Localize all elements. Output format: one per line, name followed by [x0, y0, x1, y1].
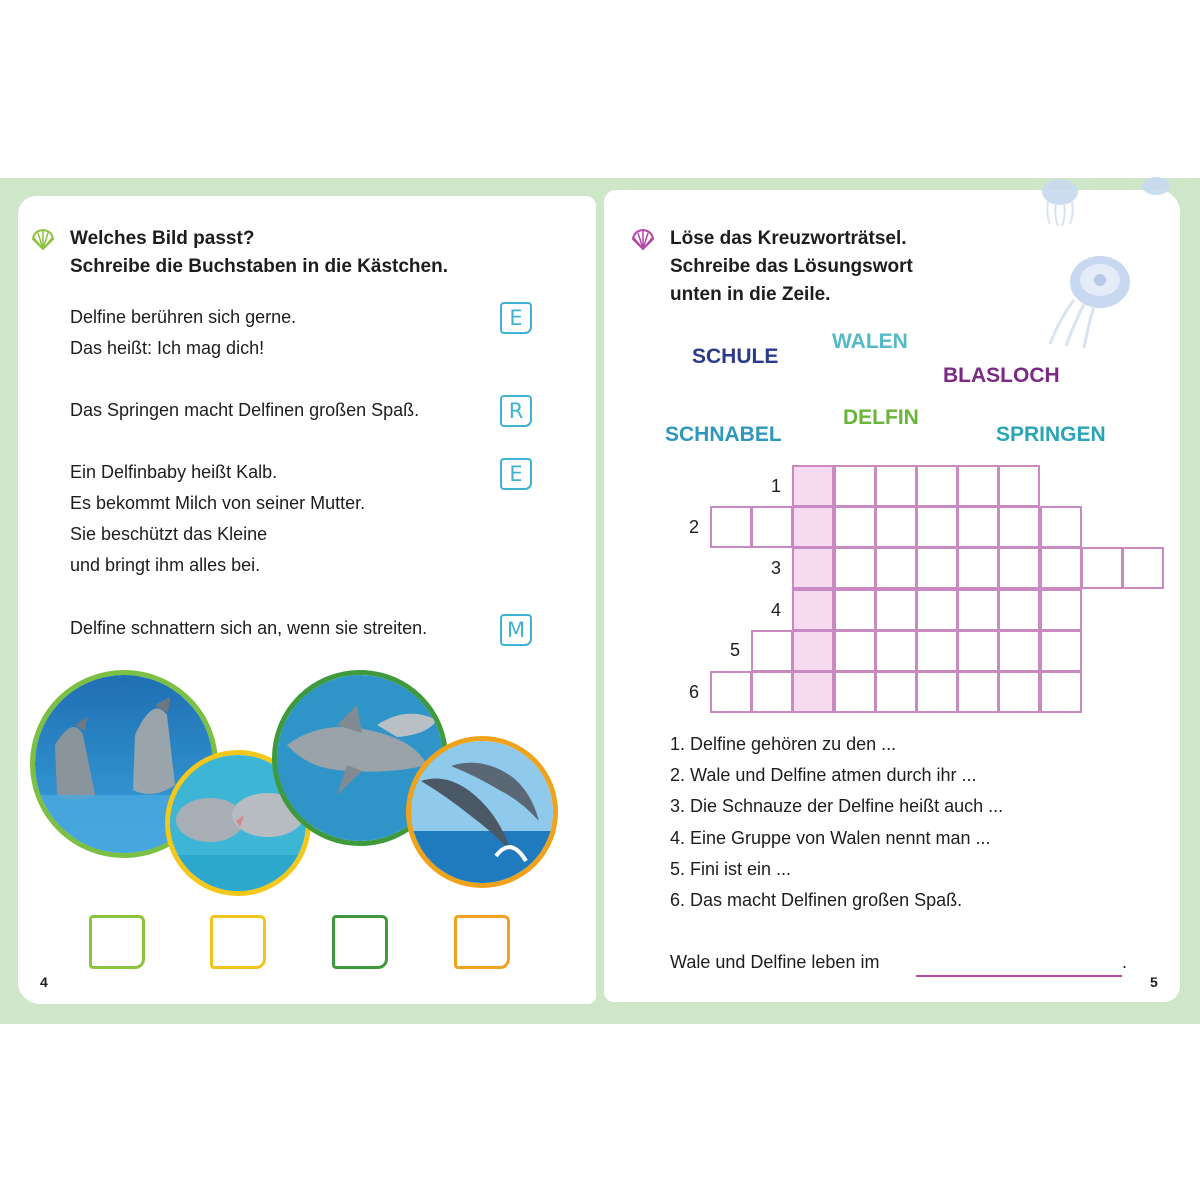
- crossword-cell[interactable]: [957, 465, 999, 507]
- crossword-cell[interactable]: [1040, 547, 1082, 589]
- crossword-cell[interactable]: [916, 506, 958, 548]
- crossword-cell[interactable]: [957, 589, 999, 631]
- crossword-cell[interactable]: [834, 630, 876, 672]
- letter-box-2[interactable]: R: [500, 395, 532, 427]
- item-3-line-1: Ein Delfinbaby heißt Kalb.: [70, 462, 278, 482]
- answer-box-1[interactable]: [89, 915, 145, 969]
- right-heading-line3: unten in die Zeile.: [670, 284, 831, 305]
- crossword-cell[interactable]: [1040, 630, 1082, 672]
- crossword-cell[interactable]: [792, 671, 834, 713]
- crossword-number-4: 4: [770, 600, 781, 620]
- left-heading: [70, 225, 448, 281]
- crossword-cell[interactable]: [957, 671, 999, 713]
- crossword-cell[interactable]: [1040, 589, 1082, 631]
- crossword-cell[interactable]: [998, 589, 1040, 631]
- right-heading-line1: Löse das Kreuzworträtsel.: [670, 228, 907, 249]
- right-heading: [670, 225, 913, 309]
- left-page-number: 4: [40, 974, 48, 990]
- item-3-line-2: Es bekommt Milch von seiner Mutter.: [70, 493, 366, 513]
- crossword-cell[interactable]: [1040, 671, 1082, 713]
- crossword-cell[interactable]: [998, 671, 1040, 713]
- jellyfish-icon: [1040, 248, 1136, 348]
- crossword-cell[interactable]: [998, 506, 1040, 548]
- crossword-cell[interactable]: [916, 465, 958, 507]
- letter-box-4[interactable]: M: [500, 614, 532, 646]
- solution-period: .: [1122, 952, 1128, 972]
- left-heading-line2: Schreibe die Buchstaben in die Kästchen.: [70, 256, 448, 277]
- crossword-cell[interactable]: [1081, 547, 1123, 589]
- item-3-line-3: Sie beschützt das Kleine: [70, 524, 268, 544]
- item-1-line-2: Das heißt: Ich mag dich!: [70, 338, 265, 358]
- crossword-cell[interactable]: [834, 671, 876, 713]
- word-delfin: DELFIN: [843, 406, 919, 429]
- answer-box-2[interactable]: [210, 915, 266, 969]
- photo-dolphins-jumping: [406, 736, 558, 888]
- crossword-cell[interactable]: [834, 465, 876, 507]
- answer-box-3[interactable]: [332, 915, 388, 969]
- clue-1: 1. Delfine gehören zu den ...: [670, 734, 897, 754]
- crossword-number-3: 3: [770, 558, 781, 578]
- crossword-cell[interactable]: [875, 589, 917, 631]
- item-4-text: [70, 613, 427, 644]
- word-blasloch: BLASLOCH: [943, 364, 1060, 387]
- word-schule: SCHULE: [692, 345, 779, 368]
- word-springen: SPRINGEN: [996, 423, 1106, 446]
- crossword-cell[interactable]: [834, 547, 876, 589]
- crossword-cell[interactable]: [710, 506, 752, 548]
- crossword-cell[interactable]: [834, 506, 876, 548]
- shell-icon: [630, 227, 656, 253]
- word-schnabel: SCHNABEL: [665, 423, 782, 446]
- solution-input-line[interactable]: [916, 975, 1122, 977]
- crossword-cell[interactable]: [875, 547, 917, 589]
- crossword-cell[interactable]: [792, 630, 834, 672]
- item-3-line-4: und bringt ihm alles bei.: [70, 555, 261, 575]
- crossword-cell[interactable]: [1122, 547, 1164, 589]
- crossword-cell[interactable]: [916, 671, 958, 713]
- crossword-cell[interactable]: [916, 589, 958, 631]
- crossword-number-5: 5: [729, 640, 740, 660]
- crossword-number-6: 6: [688, 682, 699, 702]
- crossword-cell[interactable]: [792, 506, 834, 548]
- crossword-number-1: 1: [770, 476, 781, 496]
- crossword-cell[interactable]: [751, 630, 793, 672]
- word-walen: WALEN: [832, 330, 908, 353]
- left-heading-line1: Welches Bild passt?: [70, 228, 255, 249]
- jellyfish-icon: [1036, 176, 1084, 226]
- clue-6: 6. Das macht Delfinen großen Spaß.: [670, 890, 963, 910]
- item-3-text: [70, 457, 365, 581]
- crossword-cell[interactable]: [792, 465, 834, 507]
- crossword-cell[interactable]: [875, 630, 917, 672]
- crossword-cell[interactable]: [792, 589, 834, 631]
- shell-icon: [30, 227, 56, 253]
- solution-prompt: Wale und Delfine leben im: [670, 952, 880, 972]
- crossword-cell[interactable]: [957, 547, 999, 589]
- item-2-line-1: Das Springen macht Delfinen großen Spaß.: [70, 400, 420, 420]
- right-page-number: 5: [1150, 974, 1158, 990]
- jellyfish-icon: [1138, 176, 1174, 200]
- item-1-text: [70, 302, 296, 364]
- answer-box-4[interactable]: [454, 915, 510, 969]
- crossword-cell[interactable]: [751, 671, 793, 713]
- crossword-cell[interactable]: [875, 506, 917, 548]
- item-1-line-1: Delfine berühren sich gerne.: [70, 307, 297, 327]
- crossword-cell[interactable]: [751, 506, 793, 548]
- letter-box-3[interactable]: E: [500, 458, 532, 490]
- clue-2: 2. Wale und Delfine atmen durch ihr ...: [670, 765, 977, 785]
- crossword-cell[interactable]: [710, 671, 752, 713]
- letter-box-1[interactable]: E: [500, 302, 532, 334]
- crossword-cell[interactable]: [875, 671, 917, 713]
- clue-4: 4. Eine Gruppe von Walen nennt man ...: [670, 828, 991, 848]
- crossword-cell[interactable]: [834, 589, 876, 631]
- item-2-text: [70, 395, 419, 426]
- crossword-cell[interactable]: [998, 630, 1040, 672]
- crossword-cell[interactable]: [957, 506, 999, 548]
- crossword-cell[interactable]: [916, 630, 958, 672]
- right-heading-line2: Schreibe das Lösungswort: [670, 256, 913, 277]
- item-4-line-1: Delfine schnattern sich an, wenn sie streiten.: [70, 618, 428, 638]
- clue-3: 3. Die Schnauze der Delfine heißt auch ...: [670, 796, 1004, 816]
- crossword-cell[interactable]: [957, 630, 999, 672]
- crossword-cell[interactable]: [1040, 506, 1082, 548]
- crossword-cell[interactable]: [792, 547, 834, 589]
- crossword-number-2: 2: [688, 517, 699, 537]
- crossword-cell[interactable]: [998, 465, 1040, 507]
- crossword-cell[interactable]: [916, 547, 958, 589]
- crossword-cell[interactable]: [998, 547, 1040, 589]
- clue-5: 5. Fini ist ein ...: [670, 859, 792, 879]
- crossword-cell[interactable]: [875, 465, 917, 507]
